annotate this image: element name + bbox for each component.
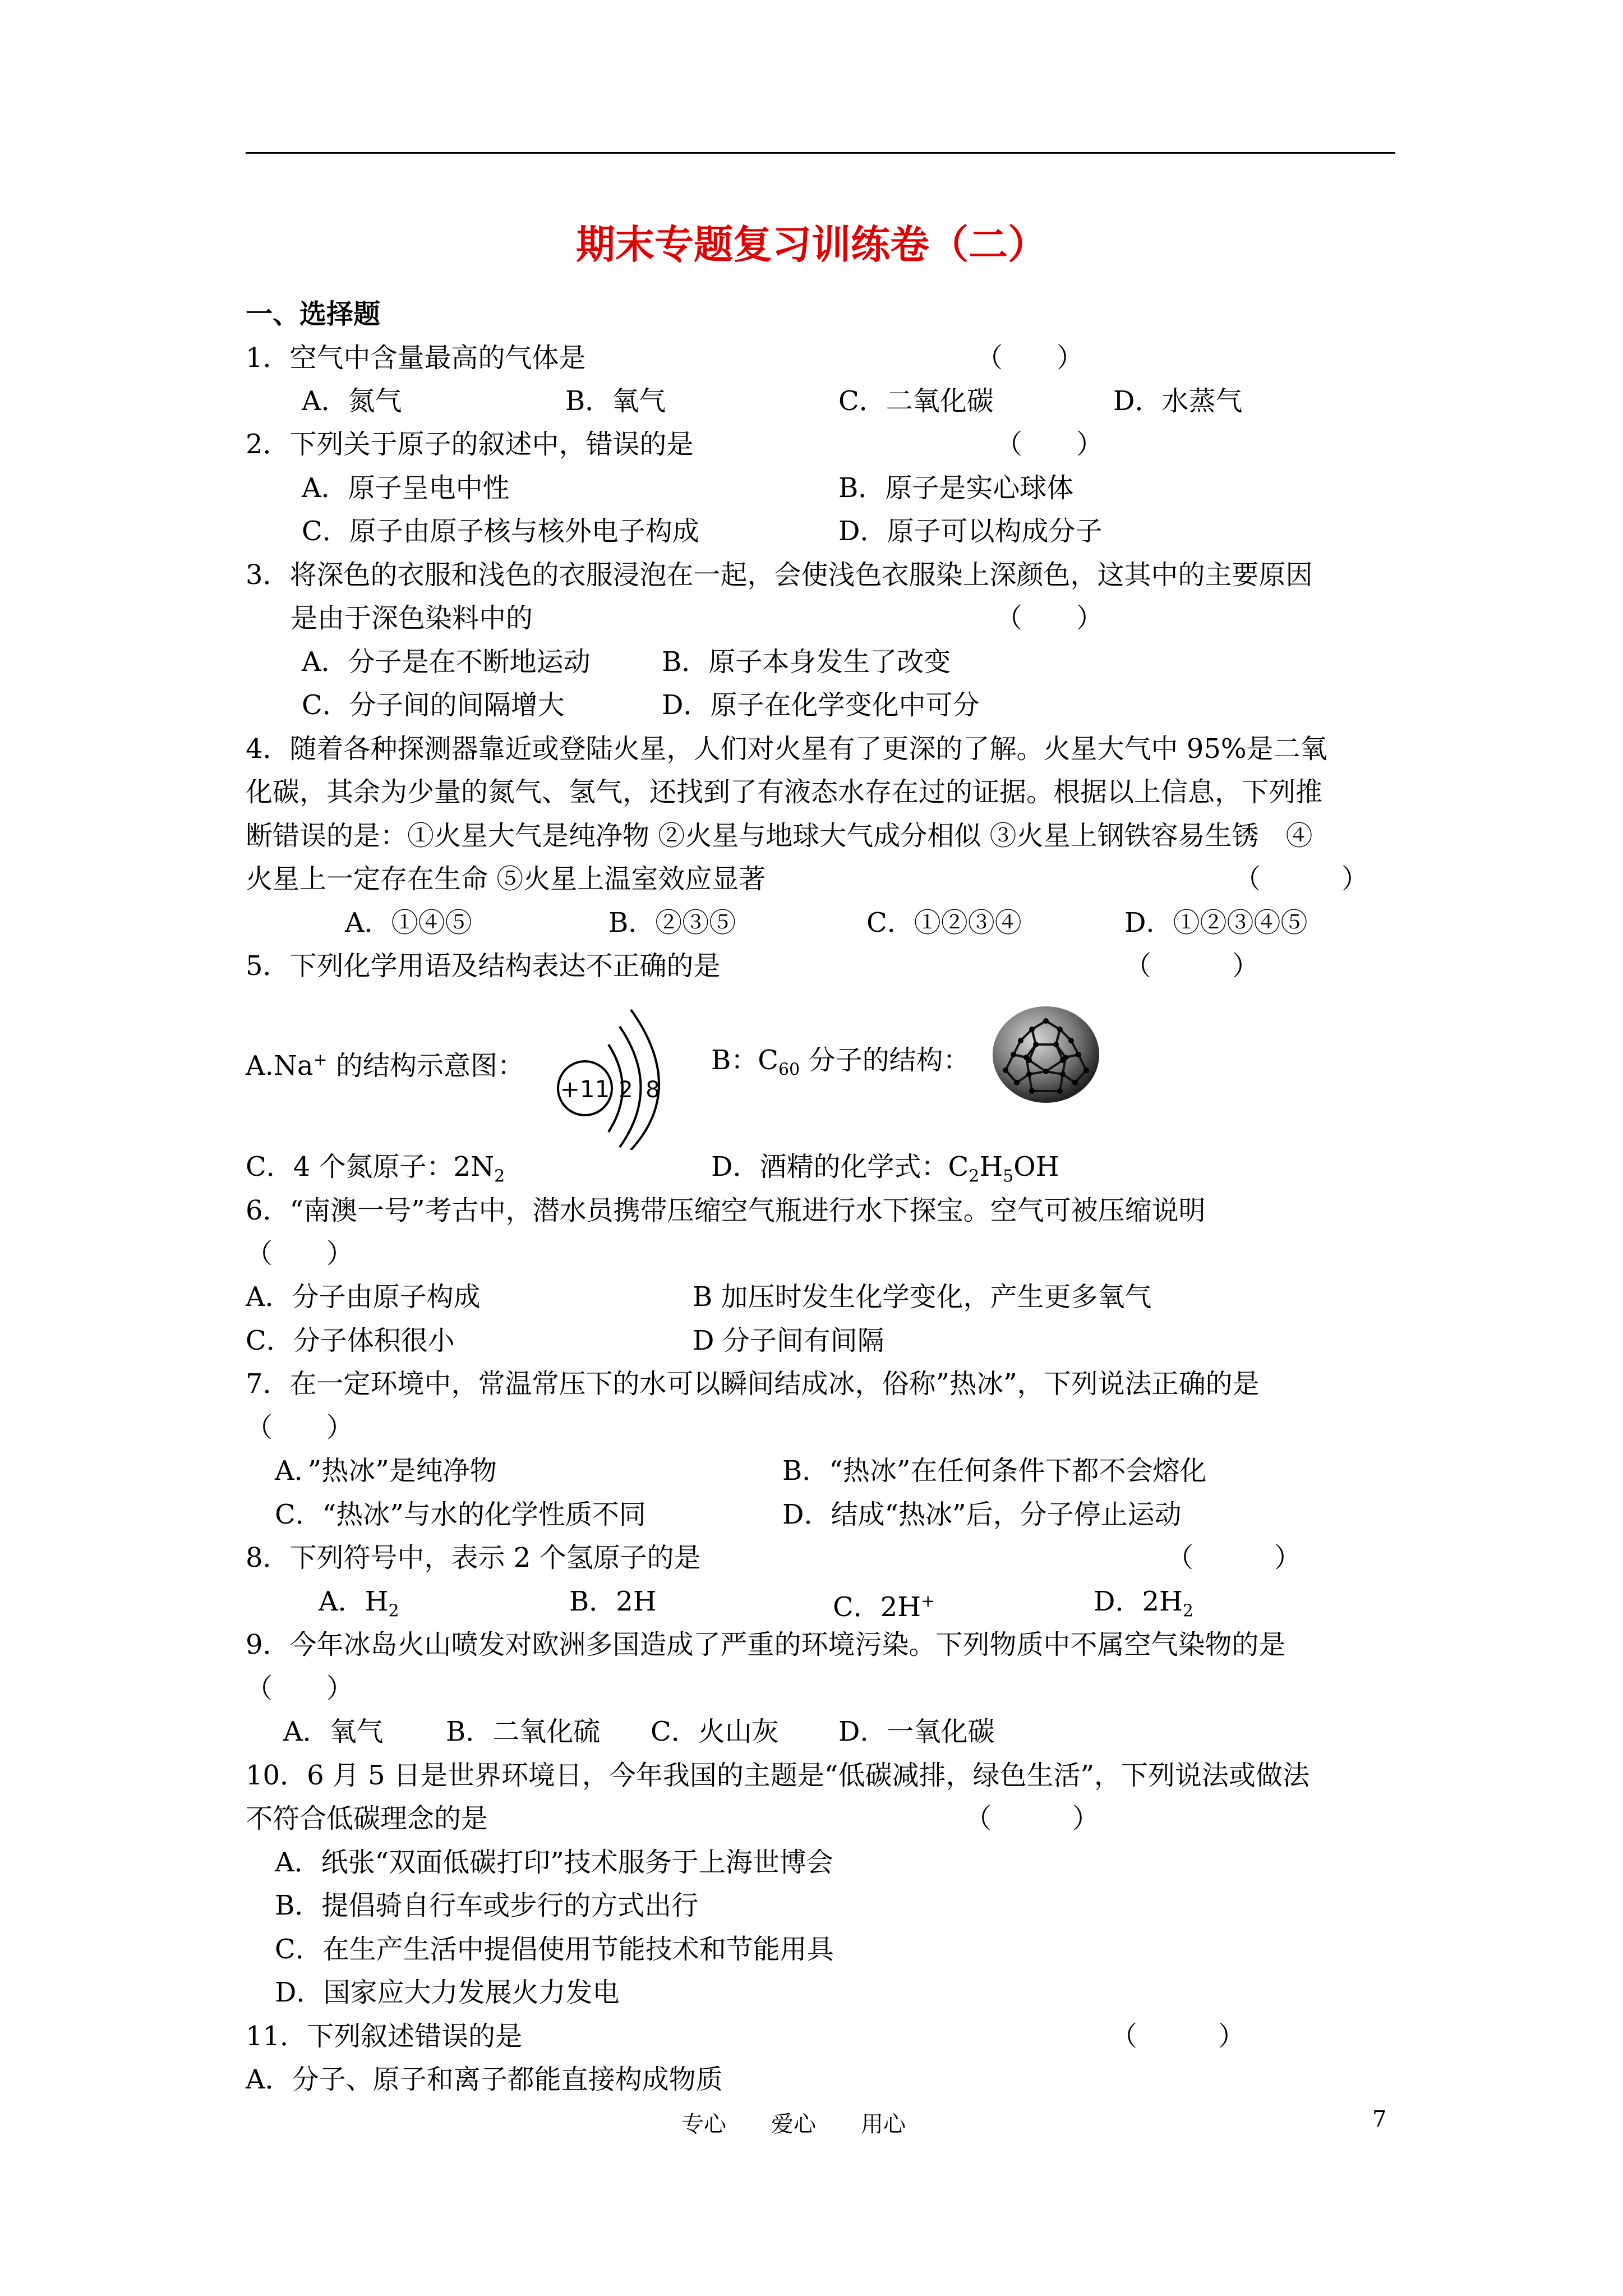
q6-option-a: A．分子由原子构成 (246, 1281, 481, 1313)
q2-option-c: C．原子由原子核与核外电子构成 (302, 516, 699, 547)
q3-stem-line1: 3．将深色的衣服和浅色的衣服浸泡在一起，会使浅色衣服染上深颜色，这其中的主要原因 (246, 559, 1313, 591)
q6-option-d: D 分子间有间隔 (693, 1325, 884, 1356)
q7-option-a: A．”热冰”是纯净物 (275, 1455, 497, 1487)
q6-option-c: C．分子体积很小 (246, 1325, 455, 1356)
q7-stem: 7．在一定环境中，常温常压下的水可以瞬间结成冰，俗称”热冰”，下列说法正确的是 (246, 1368, 1260, 1400)
q3-answer-paren: （ ） (995, 602, 1104, 634)
q3-stem-line2: 是由于深色染料中的 (291, 602, 533, 634)
q4-option-d: D．①②③④⑤ (1124, 907, 1308, 938)
q9-option-c: C．火山灰 (651, 1716, 779, 1747)
footer-motto: 专心 爱心 用心 (681, 2111, 906, 2137)
electron-shell-2-count: 8 (645, 1077, 660, 1103)
q8-stem: 8．下列符号中，表示 2 个氢原子的是 (246, 1542, 701, 1573)
q7-answer-paren: （ ） (246, 1412, 354, 1443)
q4-stem-line3: 断错误的是：①火星大气是纯净物 ②火星与地球大气成分相似 ③火星上钢铁容易生锈 ④ (246, 820, 1313, 852)
q2-option-d: D．原子可以构成分子 (838, 516, 1103, 547)
q8-option-d: D．$2H_2$ (1094, 1586, 1193, 1621)
q8-option-c: C．2H+ (833, 1591, 935, 1623)
q11-answer-paren: （ ） (1110, 2021, 1246, 2052)
q3-option-c: C．分子间的间隔增大 (302, 689, 565, 721)
q1-option-a: A．氮气 (302, 385, 402, 417)
q10-stem-line2: 不符合低碳理念的是 (246, 1803, 488, 1834)
q10-option-c: C．在生产生活中提倡使用节能技术和节能用具 (275, 1934, 834, 1965)
q9-answer-paren: （ ） (246, 1673, 354, 1704)
q11-stem: 11．下列叙述错误的是 (246, 2021, 523, 2052)
q10-answer-paren: （ ） (965, 1803, 1100, 1834)
q5-option-a: A.Na+ 的结构示意图： (246, 1050, 524, 1082)
q9-stem: 9．今年冰岛火山喷发对欧洲多国造成了严重的环境污染。下列物质中不属空气染物的是 (246, 1629, 1286, 1660)
q11-option-a: A．分子、原子和离子都能直接构成物质 (246, 2064, 723, 2095)
q2-stem: 2．下列关于原子的叙述中，错误的是 (246, 429, 694, 460)
q10-option-b: B．提倡骑自行车或步行的方式出行 (275, 1890, 699, 1921)
q3-option-d: D．原子在化学变化中可分 (662, 689, 980, 721)
q2-answer-paren: （ ） (995, 429, 1104, 460)
q1-option-c: C．二氧化碳 (838, 385, 994, 417)
q7-option-b: B．“热冰”在任何条件下都不会熔化 (782, 1455, 1207, 1487)
q10-stem-line1: 10．6 月 5 日是世界环境日，今年我国的主题是“低碳减排，绿色生活”，下列说法或做法 (246, 1760, 1310, 1791)
page-number: 7 (1372, 2106, 1387, 2132)
q9-option-a: A．氧气 (283, 1716, 384, 1747)
q4-stem-line4: 火星上一定存在生命 ⑤火星上温室效应显著 (246, 863, 766, 895)
q3-option-b: B．原子本身发生了改变 (662, 646, 951, 678)
q10-option-a: A．纸张“双面低碳打印”技术服务于上海世博会 (275, 1847, 833, 1878)
q8-option-a: A．$H_2$ (319, 1586, 399, 1621)
q5-option-d: D．酒精的化学式：$C_2H_5OH$ (711, 1151, 1059, 1186)
q2-option-b: B．原子是实心球体 (838, 472, 1074, 504)
q7-option-c: C．“热冰”与水的化学性质不同 (275, 1499, 646, 1530)
q7-option-d: D．结成“热冰”后，分子停止运动 (782, 1499, 1182, 1530)
q9-option-b: B．二氧化硫 (446, 1716, 601, 1747)
q4-stem-line2: 化碳，其余为少量的氮气、氢气，还找到了有液态水存在过的证据。根据以上信息，下列推 (246, 776, 1323, 808)
page-title: 期末专题复习训练卷（二） (576, 222, 1047, 268)
q4-option-c: C．①②③④ (866, 907, 1022, 938)
q1-stem: 1．空气中含量最高的气体是 (246, 342, 586, 374)
q3-option-a: A．分子是在不断地运动 (302, 646, 591, 678)
q5-stem: 5．下列化学用语及结构表达不正确的是 (246, 950, 721, 982)
q8-answer-paren: （ ） (1166, 1542, 1302, 1573)
q1-answer-paren: （ ） (976, 342, 1084, 374)
q4-option-a: A．①④⑤ (345, 907, 472, 938)
nucleus-charge-label: +11 (560, 1075, 610, 1103)
q4-answer-paren: （ ） (1234, 863, 1369, 895)
section-heading: 一、选择题 (246, 298, 381, 330)
q1-option-b: B．氧气 (565, 385, 666, 417)
q6-stem: 6．“南澳一号”考古中，潜水员携带压缩空气瓶进行水下探宝。空气可被压缩说明 (246, 1195, 1206, 1226)
q9-option-d: D．一氧化碳 (838, 1716, 995, 1747)
c60-fullerene-image (990, 1004, 1102, 1105)
sodium-ion-structure-diagram (547, 1004, 687, 1150)
q4-option-b: B．②③⑤ (608, 907, 736, 938)
q10-option-d: D．国家应大力发展火力发电 (275, 1977, 620, 2008)
q6-answer-paren: （ ） (246, 1238, 354, 1269)
q4-stem-line1: 4．随着各种探测器靠近或登陆火星，人们对火星有了更深的了解。火星大气中 95%是二氧 (246, 733, 1327, 765)
header-rule (246, 152, 1395, 154)
q6-option-b: B 加压时发生化学变化，产生更多氧气 (693, 1281, 1152, 1313)
q1-option-d: D．水蒸气 (1113, 385, 1243, 417)
q8-option-b: B．2H (569, 1586, 657, 1617)
q5-option-c: C．4 个氮原子：$2N_2$ (246, 1151, 505, 1186)
q5-answer-paren: （ ） (1124, 950, 1260, 982)
electron-shell-1-count: 2 (619, 1077, 633, 1103)
q2-option-a: A．原子呈电中性 (302, 472, 510, 504)
q5-option-b: B：$C_{60}$ 分子的结构： (711, 1045, 970, 1080)
